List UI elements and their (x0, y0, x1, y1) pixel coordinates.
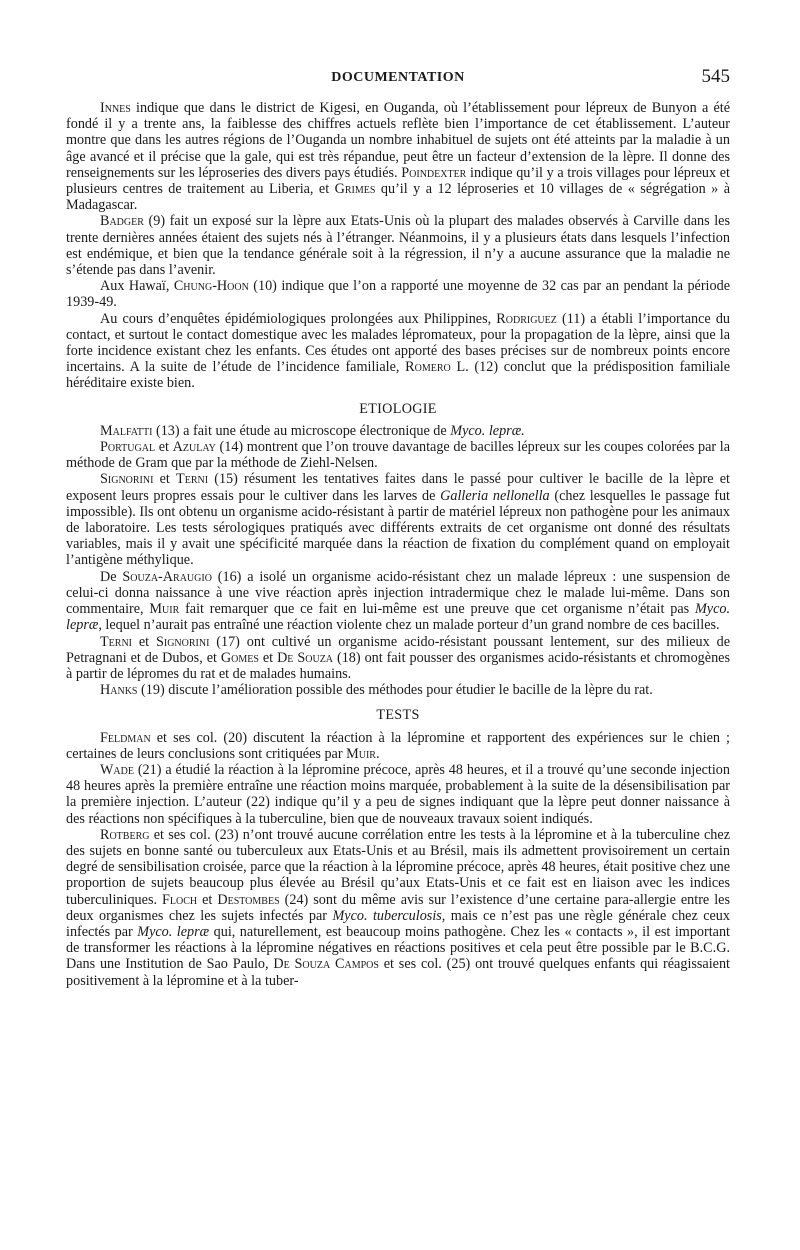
text-run: (17) ont cultivé un organisme acido-résistant poussant lentement, sur des milieux de Petragnani et de Dubos, et (66, 633, 730, 666)
tests-section (66, 707, 730, 988)
author-name: De Souza (277, 649, 334, 666)
author-name: Azulay (172, 439, 216, 456)
paragraph (66, 762, 730, 827)
page-header-title: DOCUMENTATION (331, 70, 465, 85)
text-run: (15) résument les tentatives faites dans le passé pour cultiver le bacille de la lèpre et exposent leurs propres essais pour le cultiver dans les larves de (66, 471, 730, 504)
text-run: (chez lesquelles le passage fut impossible). Ils ont obtenu un organisme acido-résistant à partir de matériel lépreux non pathogène pour les animaux de laboratoire. Les tests sérologiques pratiqués avec différents extraits de cet organisme ont donné des résultats variables, mais il y avait une spécificité marquée dans la réaction de fixation du complément quand on employait l’antigène méthylique. (66, 487, 730, 569)
text-run: indique qu’il y a trois villages pour lépreux et plusieurs centres de traitement au Liberia, et (66, 164, 730, 198)
text-run: (14) montrent que l’on trouve davantage de bacilles lépreux sur les coupes colorées par la méthode de Gram que par la méthode de Ziehl-Nelsen. (66, 439, 731, 472)
author-name: Destombes (217, 891, 280, 908)
text-run: (16) a isolé un organisme acido-résistant chez un malade lépreux : une suspension de celui-ci donna naissance à une vive réaction après injection intradermique chez le malade lui-même. Dans son commentaire, (66, 568, 730, 618)
text-run: (11) a établi l’importance du contact, et surtout le contact domestique avec les malades lépromateux, pour la propagation de la lèpre, ainsi que la forte incidence existant chez les enfants. Ces études ont apporté des bases précises sur de nombreux points encore incertains. A la suite de l’étude de l’incidence familiale, (66, 310, 731, 376)
italic-term: Myco. lepræ, (66, 601, 731, 634)
author-name: Signorini (100, 471, 154, 488)
author-name: De Souza Campos (273, 956, 379, 973)
paragraph (66, 100, 730, 213)
text-run: et (155, 439, 173, 456)
author-name: Souza-Araugio (122, 568, 212, 585)
intro-section (66, 100, 730, 392)
text-run: (9) fait un exposé sur la lèpre aux Etats-Unis où la plupart des malades observés à Carville dans les trente dernières années étaient des sujets nés à l’étranger. Néanmoins, il y a plusieurs états dans lesquels l’infection est endémique, et bien que la tendance générale soit à la régression, il n’y a aucune assurance que la maladie ne s’étende pas dans l’avenir. (66, 213, 730, 279)
author-name: Romero L. (405, 359, 469, 376)
paragraph (66, 730, 730, 762)
section-heading-etiologie: ETIOLOGIE (359, 400, 437, 417)
text-run: (18) ont fait pousser des organismes acido-résistants et chromogènes à partir de lépromes du rat et de malades humains. (66, 649, 730, 682)
paragraph (66, 311, 730, 392)
paragraph (66, 569, 730, 634)
author-name: Poindexter (401, 164, 467, 181)
italic-term: Myco. tuberculosis, (332, 907, 446, 924)
author-name: Grimes (334, 181, 376, 198)
paragraph (66, 634, 730, 683)
author-name: Malfatti (100, 422, 153, 439)
page-number: 545 (701, 66, 730, 87)
text-run: qu’il y a 12 léproseries et 10 villages de « ségrégation » à Madagascar. (66, 181, 730, 214)
paragraph (66, 827, 730, 989)
running-header (66, 66, 730, 96)
text-run: mais ce n’est pas une règle générale chez ceux infectés par (66, 907, 730, 940)
text-run: qui, naturellement, est beaucoup moins pathogène. Chez les « contacts », il est important de transformer les réactions à la lépromine négatives en réactions positives et cela peut être possible par le B.C.G. Dans une Institution de Sao Paulo, (66, 923, 730, 973)
section-heading-tests: TESTS (376, 707, 420, 724)
author-name: Badger (100, 213, 144, 230)
text-run: fait remarquer que ce fait en lui-même est une preuve que cet organisme n’était pas (179, 601, 695, 618)
text-run: (19) discute l’amélioration possible des méthodes pour étudier le bacille de la lèpre du rat. (137, 682, 653, 699)
text-run: indique que dans le district de Kigesi, en Ouganda, où l’établissement pour lépreux de Bunyon a été fondé il y a trente ans, la faiblesse des chiffres actuels reflète bien l’importance de cet établissement. L’auteur montre que dans les autres régions de l’Ouganda un nombre inhabituel de sujets ont été atteints par la maladie à un âge avancé et il précise que la gale, qui est très répandue, peut être un facteur d’extension de la lèpre. Il donne des renseignements sur les léproseries des divers pays étudiés. (66, 100, 730, 181)
paragraph (66, 471, 730, 568)
author-name: Floch (162, 891, 198, 908)
italic-term: Myco. lepræ. (450, 422, 525, 439)
author-name: Feldman (100, 729, 151, 746)
text-run: et (258, 649, 278, 666)
text-run: et (153, 471, 177, 488)
paragraph (66, 682, 730, 698)
italic-term: Galleria nellonella (440, 487, 550, 504)
author-name: Rotberg (100, 826, 150, 843)
author-name: Innes (100, 100, 131, 116)
paragraph (66, 213, 730, 278)
text-run: (13) a fait une étude au microscope électronique de (152, 422, 451, 439)
author-name: Hanks (100, 682, 138, 699)
paragraph (66, 439, 730, 471)
text-run: lequel n’aurait pas entraîné une réaction violente chez un malade porteur d’un grand nombre de ces bacilles. (101, 617, 720, 634)
author-name: Chung-Hoon (173, 278, 249, 295)
text-run: Au cours d’enquêtes épidémiologiques prolongées aux Philippines, (100, 310, 497, 327)
text-run: (24) sont du même avis sur l’existence d’une certaine para-allergie entre les deux organismes chez les sujets infectés par (66, 891, 730, 924)
author-name: Terni (100, 633, 132, 650)
author-name: Muir (149, 601, 180, 618)
text-run: (21) a étudié la réaction à la lépromine précoce, après 48 heures, et il a trouvé qu’une seconde injection 48 heures après la première entraîne une réaction moins marquée, probablement à la suite de la désensibilisation par la première injection. L’auteur (22) indique qu’il y a peu de signes indiquant que la lèpre peut donner naissance à des réactions non spécifiques à la tuberculine, bien que de nouveaux travaux soient indiqués. (66, 761, 730, 827)
author-name: Gomes (220, 649, 259, 666)
text-run: De (100, 568, 123, 585)
etiologie-section (66, 401, 730, 699)
text-run: et ses col. (25) ont trouvé quelques enfants qui réagissaient positivement à la lépromine et à la tuber- (66, 956, 730, 989)
author-name: Muir. (346, 745, 380, 762)
text-run: et (197, 891, 218, 908)
text-run: et ses col. (23) n’ont trouvé aucune corrélation entre les tests à la lépromine et à la tuberculine chez des sujets en bonne santé ou tuberculeux aux Etats-Unis et au Brésil, mais ils admettent provisoirement un certain degré de sensibilisation croisée, parce que la réaction à la lépromine précoce, après 48 heures, était positive chez une proportion de sujets beaucoup plus élevée au Brésil qu’aux Etats-Unis et ce fait est en liaison avec les indices tuberculiniques. (66, 826, 730, 908)
paragraph (66, 423, 730, 439)
italic-term: Myco. lepræ (137, 923, 210, 940)
text-run: (12) conclut que la prédisposition familiale héréditaire existe bien. (66, 359, 730, 392)
article-body (66, 100, 730, 989)
author-name: Terni (176, 471, 209, 488)
text-run: Aux Hawaï, (100, 278, 174, 295)
author-name: Signorini (155, 633, 210, 650)
paragraph (66, 278, 730, 310)
text-run: (10) indique que l’on a rapporté une moyenne de 32 cas par an pendant la période 1939-49. (66, 278, 730, 311)
text-run: et (132, 633, 156, 650)
author-name: Wade (100, 761, 134, 778)
author-name: Rodriguez (496, 310, 557, 327)
text-run: et ses col. (20) discutent la réaction à la lépromine et rapportent des expériences sur le chien ; certaines de leurs conclusions sont critiquées par (66, 729, 730, 762)
author-name: Portugal (100, 439, 156, 456)
